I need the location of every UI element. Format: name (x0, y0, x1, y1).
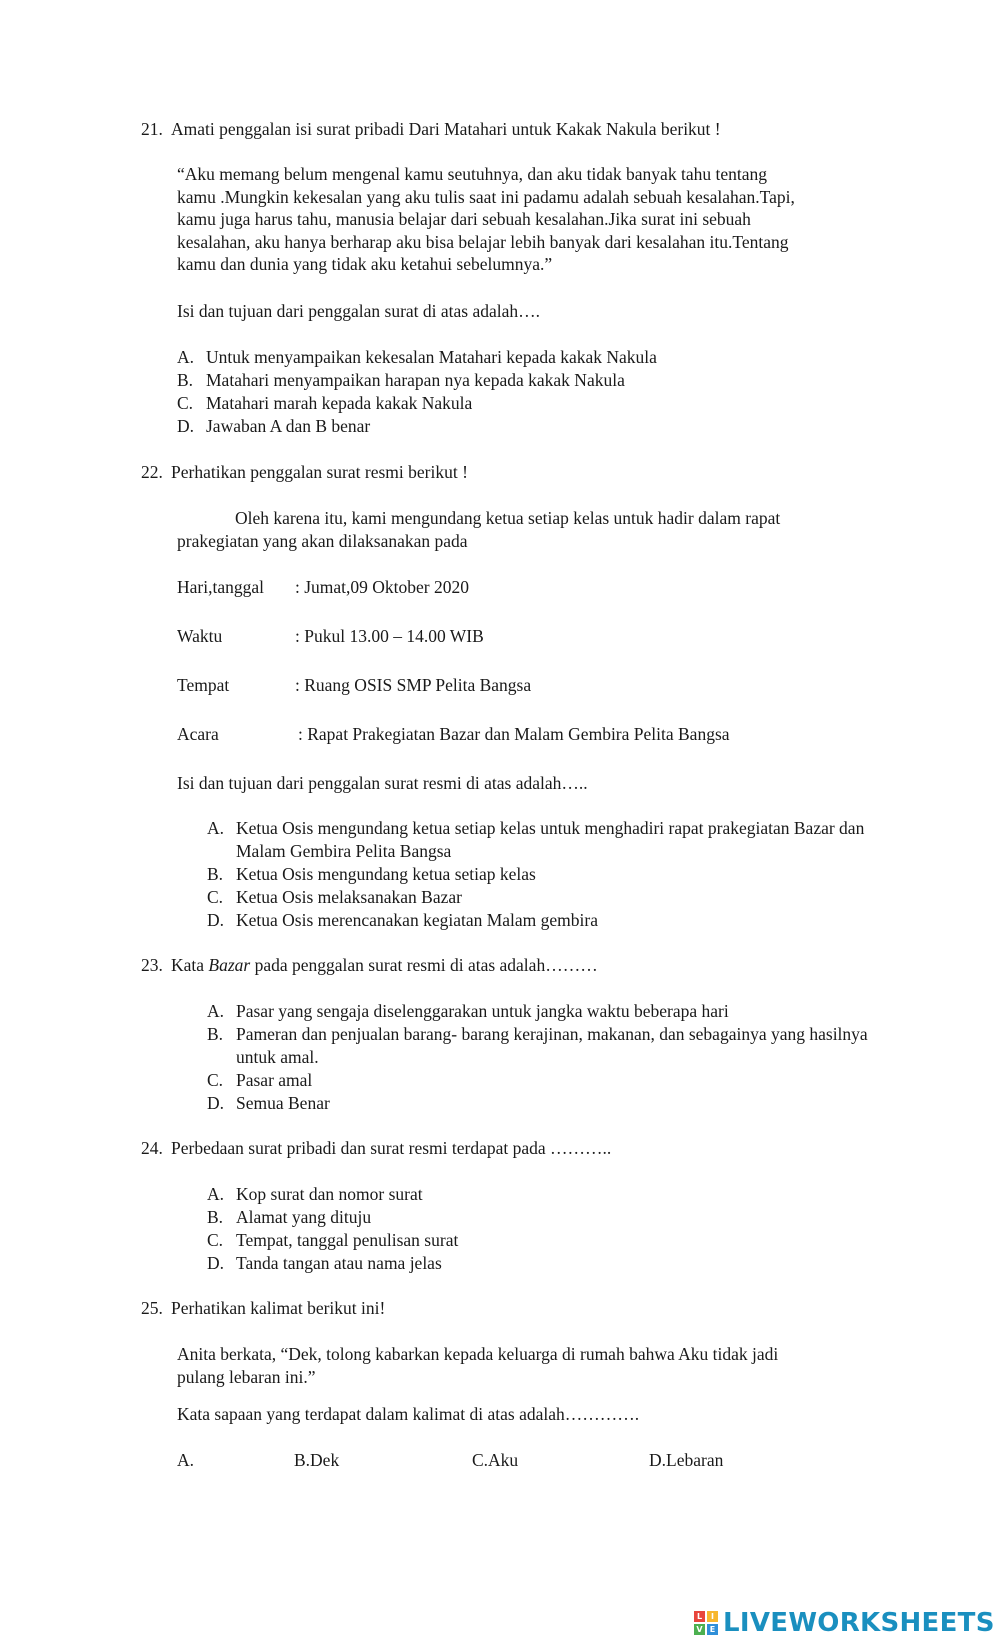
detail-label: Tempat (177, 675, 230, 695)
liveworksheets-logo[interactable] (694, 1606, 995, 1640)
detail-label: Acara (177, 724, 219, 744)
option-text: Pasar yang sengaja diselenggarakan untuk jangka waktu beberapa hari (236, 1001, 729, 1021)
answer-option[interactable] (177, 369, 877, 392)
answer-option[interactable] (207, 863, 887, 886)
option-letter: D. (207, 1253, 225, 1273)
letter-excerpt (177, 507, 877, 552)
question-number: 23. (141, 955, 163, 975)
detail-value: : Rapat Prakegiatan Bazar dan Malam Gembira Pelita Bangsa (298, 724, 730, 744)
answer-option[interactable] (207, 1229, 887, 1252)
option-letter: A. (207, 1001, 225, 1021)
option-letter: A. (177, 347, 195, 367)
answer-option-c[interactable]: C.Aku (472, 1450, 519, 1470)
answer-option-d[interactable]: D.Lebaran (649, 1450, 724, 1470)
option-text: Tanda tangan atau nama jelas (236, 1253, 442, 1273)
option-text: Matahari marah kepada kakak Nakula (206, 393, 473, 413)
option-letter: B. (207, 864, 224, 884)
answer-option[interactable] (207, 909, 887, 932)
detail-value: : Ruang OSIS SMP Pelita Bangsa (295, 675, 532, 695)
option-letter: B. (177, 370, 194, 390)
logo-tile: L (694, 1611, 705, 1622)
question-number: 21. (141, 119, 163, 139)
option-letter: B. (207, 1024, 224, 1044)
option-letter: A. (207, 1184, 225, 1204)
detail-value: : Pukul 13.00 – 14.00 WIB (295, 626, 484, 646)
option-text: Pasar amal (236, 1070, 313, 1090)
detail-label: Hari,tanggal (177, 577, 264, 597)
excerpt-line: Oleh karena itu, kami mengundang ketua setiap kelas untuk hadir dalam rapat (235, 508, 781, 528)
question-21-prompt (141, 118, 961, 141)
option-text: Jawaban A dan B benar (206, 416, 371, 436)
answer-option[interactable] (177, 392, 877, 415)
excerpt-line: kamu dan dunia yang tidak aku ketahui sebelumnya.” (177, 254, 553, 275)
answer-option[interactable] (207, 1183, 887, 1206)
question-text-after: pada penggalan surat resmi di atas adalah……… (250, 955, 598, 975)
letter-excerpt (177, 163, 897, 276)
answer-option-a[interactable]: A. (177, 1450, 195, 1470)
question-text: Perhatikan penggalan surat resmi berikut ! (171, 462, 468, 482)
question-22-prompt (141, 461, 961, 484)
sentence-excerpt (177, 1343, 877, 1388)
question-25-sub: Kata sapaan yang terdapat dalam kalimat di atas adalah…………. (177, 1404, 640, 1424)
option-letter: C. (207, 1230, 224, 1250)
question-text: Perbedaan surat pribadi dan surat resmi terdapat pada ……….. (171, 1138, 612, 1158)
option-text: Pameran dan penjualan barang- barang kerajinan, makanan, dan sebagainya yang hasilnya untuk amal. (236, 1024, 868, 1067)
question-text: Amati penggalan isi surat pribadi Dari Matahari untuk Kakak Nakula berikut ! (171, 119, 721, 139)
answer-option[interactable] (177, 346, 877, 369)
option-text: Alamat yang dituju (236, 1207, 372, 1227)
option-text: Ketua Osis mengundang ketua setiap kelas (236, 864, 536, 884)
question-21-sub: Isi dan tujuan dari penggalan surat di atas adalah…. (177, 301, 541, 321)
option-text: Matahari menyampaikan harapan nya kepada kakak Nakula (206, 370, 625, 390)
excerpt-line: Anita berkata, “Dek, tolong kabarkan kepada keluarga di rumah bahwa Aku tidak jadi (177, 1344, 779, 1364)
question-22-sub: Isi dan tujuan dari penggalan surat resmi di atas adalah….. (177, 773, 588, 793)
question-number: 24. (141, 1138, 163, 1158)
option-text: Kop surat dan nomor surat (236, 1184, 423, 1204)
excerpt-line: prakegiatan yang akan dilaksanakan pada (177, 530, 468, 551)
option-text: Ketua Osis mengundang ketua setiap kelas untuk menghadiri rapat prakegiatan Bazar dan Malam Gembira Pelita Bangsa (236, 818, 865, 861)
answer-option[interactable] (207, 817, 887, 862)
question-text-italic: Bazar (208, 955, 251, 975)
option-letter: D. (177, 416, 195, 436)
option-text: Ketua Osis merencanakan kegiatan Malam gembira (236, 910, 599, 930)
answer-option[interactable] (207, 1092, 887, 1115)
excerpt-line: pulang lebaran ini.” (177, 1366, 316, 1387)
question-number: 25. (141, 1298, 163, 1318)
option-letter: D. (207, 1093, 225, 1113)
option-letter: C. (207, 1070, 224, 1090)
logo-text: LIVEWORKSHEETS (723, 1607, 995, 1638)
excerpt-line: “Aku memang belum mengenal kamu seutuhnya, dan aku tidak banyak tahu tentang (177, 164, 767, 184)
detail-row (177, 723, 730, 746)
answer-option[interactable] (207, 1206, 887, 1229)
option-text: Ketua Osis melaksanakan Bazar (236, 887, 462, 907)
question-23-prompt (141, 954, 961, 977)
detail-value: : Jumat,09 Oktober 2020 (295, 577, 470, 597)
answer-option[interactable] (207, 1252, 887, 1275)
answer-option-b[interactable]: B.Dek (294, 1450, 340, 1470)
answer-option[interactable] (207, 1023, 887, 1068)
detail-row (177, 674, 531, 697)
option-text: Semua Benar (236, 1093, 330, 1113)
answer-option[interactable] (177, 415, 877, 438)
answer-option[interactable] (207, 1000, 887, 1023)
detail-row (177, 625, 484, 648)
answer-option[interactable] (207, 886, 887, 909)
question-24-prompt (141, 1137, 961, 1160)
logo-tiles-icon (694, 1611, 718, 1635)
question-number: 22. (141, 462, 163, 482)
detail-label: Waktu (177, 626, 223, 646)
option-letter: A. (207, 818, 225, 838)
logo-tile: I (707, 1611, 718, 1622)
question-text: Perhatikan kalimat berikut ini! (171, 1298, 386, 1318)
logo-tile: V (694, 1624, 705, 1635)
excerpt-line: kamu .Mungkin kekesalan yang aku tulis saat ini padamu adalah sebuah kesalahan.Tapi, (177, 186, 795, 207)
answer-option[interactable] (207, 1069, 887, 1092)
question-25-prompt (141, 1297, 961, 1320)
option-letter: C. (207, 887, 224, 907)
excerpt-line: kamu juga harus tahu, manusia belajar dari sebuah kesalahan.Jika surat ini sebuah (177, 209, 751, 230)
excerpt-line: kesalahan, aku hanya berharap aku bisa belajar lebih banyak dari kesalahan itu.Tentang (177, 231, 789, 252)
option-letter: C. (177, 393, 194, 413)
option-letter: D. (207, 910, 225, 930)
logo-tile: E (707, 1624, 718, 1635)
option-letter: B. (207, 1207, 224, 1227)
option-text: Untuk menyampaikan kekesalan Matahari kepada kakak Nakula (206, 347, 657, 367)
option-text: Tempat, tanggal penulisan surat (236, 1230, 459, 1250)
detail-row (177, 576, 469, 599)
question-text-before: Kata (171, 955, 209, 975)
